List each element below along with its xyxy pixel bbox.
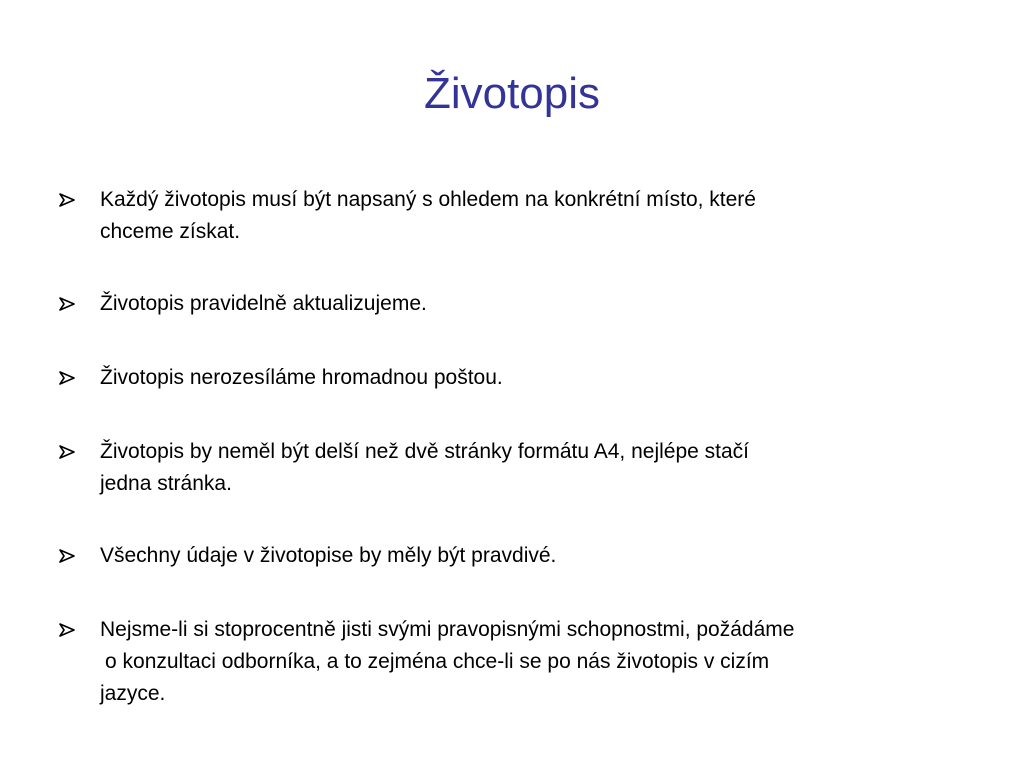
arrowhead-bullet-icon (58, 436, 100, 468)
list-item (58, 614, 978, 710)
bullet-text: Životopis pravidelně aktualizujeme. (100, 292, 427, 315)
arrowhead-bullet-icon (58, 540, 100, 572)
list-item (58, 362, 978, 394)
slide-title: Životopis (423, 69, 601, 118)
bullet-text: Všechny údaje v životopise by měly být pravdivé. (100, 544, 557, 567)
arrowhead-bullet-icon (58, 614, 100, 646)
list-item (58, 288, 978, 320)
arrowhead-bullet-icon (58, 288, 100, 320)
bullet-text: Každý životopis musí být napsaný s ohledem na konkrétní místo, které chceme získat. (100, 188, 756, 243)
list-item (58, 540, 978, 572)
bullet-text: Životopis nerozesíláme hromadnou poštou. (100, 366, 503, 389)
arrowhead-bullet-icon (58, 184, 100, 216)
arrowhead-bullet-icon (58, 362, 100, 394)
list-item (58, 436, 978, 500)
bullet-text: Životopis by neměl být delší než dvě stránky formátu A4, nejlépe stačí jedna stránka. (100, 440, 749, 495)
list-item (58, 184, 978, 248)
bullet-text: Nejsme-li si stoprocentně jisti svými pravopisnými schopnostmi, požádáme o konzultaci odborníka, a to zejména chce-li se po nás životopis v cizím jazyce. (100, 618, 795, 705)
